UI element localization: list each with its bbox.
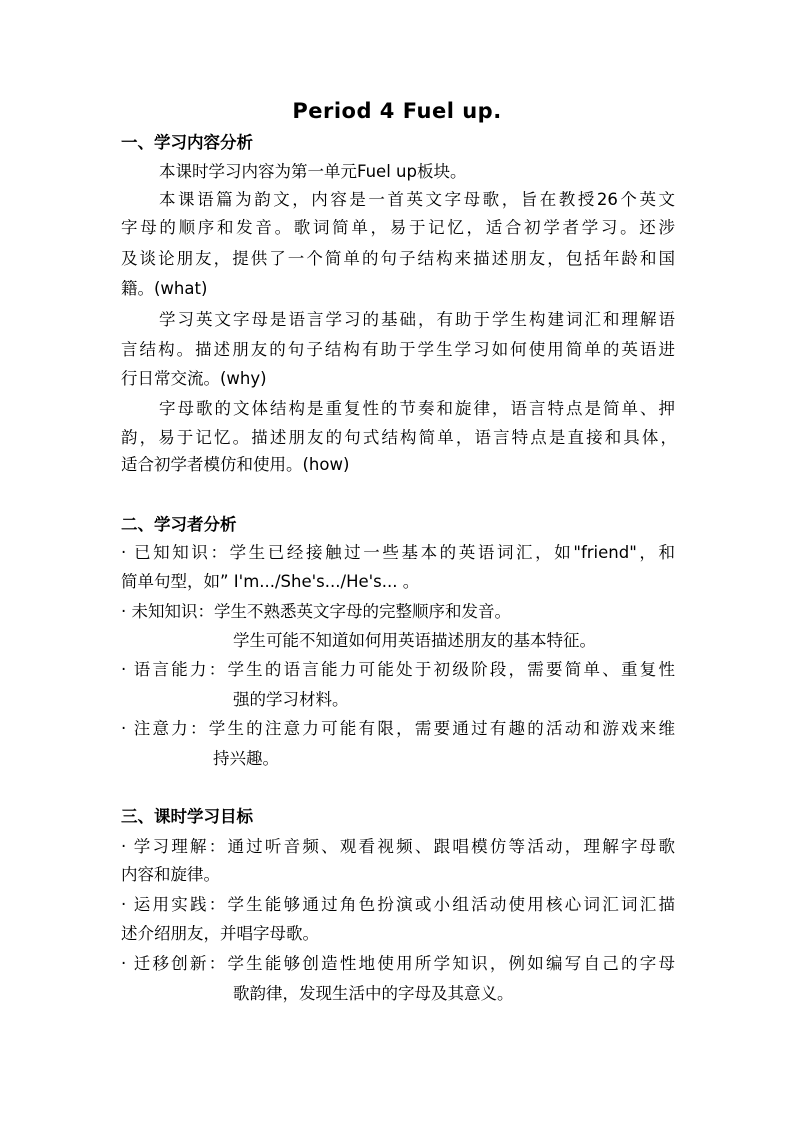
s2-unknown-line-1: · 未知知识：学生不熟悉英文字母的完整顺序和发音。 xyxy=(121,602,511,621)
s3-goal-3-line-1: · 迁移创新：学生能够创造性地使用所学知识，例如编写自己的字母 xyxy=(121,954,675,973)
s1-paragraph-2-line-2: 字母的顺序和发音。歌词简单，易于记忆，适合初学者学习。还涉 xyxy=(121,218,675,237)
s3-goal-2-line-2: 述介绍朋友，并唱字母歌。 xyxy=(121,924,319,943)
s3-goal-3-line-2: 歌韵律，发现生活中的字母及其意义。 xyxy=(233,984,514,1003)
s3-goal-2-line-1: · 运用实践：学生能够通过角色扮演或小组活动使用核心词汇词汇描 xyxy=(121,895,675,914)
s3-goal-1-line-2: 内容和旋律。 xyxy=(121,865,220,884)
s1-paragraph-3-line-1: 学习英文字母是语言学习的基础，有助于学生构建词汇和理解语 xyxy=(159,310,675,329)
s1-paragraph-3-line-2: 言结构。描述朋友的句子结构有助于学生学习如何使用简单的英语进 xyxy=(121,340,675,359)
s1-paragraph-3-line-3: 行日常交流。(why) xyxy=(121,369,267,388)
s1-paragraph-2-line-3: 及谈论朋友，提供了一个简单的句子结构来描述朋友，包括年龄和国 xyxy=(121,249,675,268)
section-1-heading: 一、学习内容分析 xyxy=(121,133,253,152)
s1-paragraph-2-line-4: 籍。(what) xyxy=(121,279,208,298)
s1-paragraph-4-line-3: 适合初学者模仿和使用。(how) xyxy=(121,455,350,474)
s1-paragraph-4-line-1: 字母歌的文体结构是重复性的节奏和旋律，语言特点是简单、押 xyxy=(159,399,675,418)
s2-unknown-line-2: 学生可能不知道如何用英语描述朋友的基本特征。 xyxy=(233,631,596,650)
s2-known-line-2: 简单句型，如” I'm.../She's.../He's... 。 xyxy=(121,572,420,591)
s2-attention-line-2: 持兴趣。 xyxy=(213,749,279,768)
s1-paragraph-2-line-1: 本课语篇为韵文，内容是一首英文字母歌，旨在教授26个英文 xyxy=(159,190,675,209)
s2-known-line-1: · 已知知识：学生已经接触过一些基本的英语词汇，如"friend"，和 xyxy=(121,543,675,562)
s2-language-ability-line-1: · 语言能力：学生的语言能力可能处于初级阶段，需要简单、重复性 xyxy=(121,660,675,679)
document-title: Period 4 Fuel up. xyxy=(292,99,502,123)
s2-language-ability-line-2: 强的学习材料。 xyxy=(233,690,349,709)
s1-paragraph-4-line-2: 韵，易于记忆。描述朋友的句式结构简单，语言特点是直接和具体， xyxy=(121,428,677,447)
s1-paragraph-1: 本课时学习内容为第一单元Fuel up板块。 xyxy=(159,162,467,181)
s3-goal-1-line-1: · 学习理解：通过听音频、观看视频、跟唱模仿等活动，理解字母歌 xyxy=(121,837,675,856)
section-3-heading: 三、课时学习目标 xyxy=(121,807,253,826)
s2-attention-line-1: · 注意力：学生的注意力可能有限，需要通过有趣的活动和游戏来维 xyxy=(121,719,675,738)
section-2-heading: 二、学习者分析 xyxy=(121,515,237,534)
